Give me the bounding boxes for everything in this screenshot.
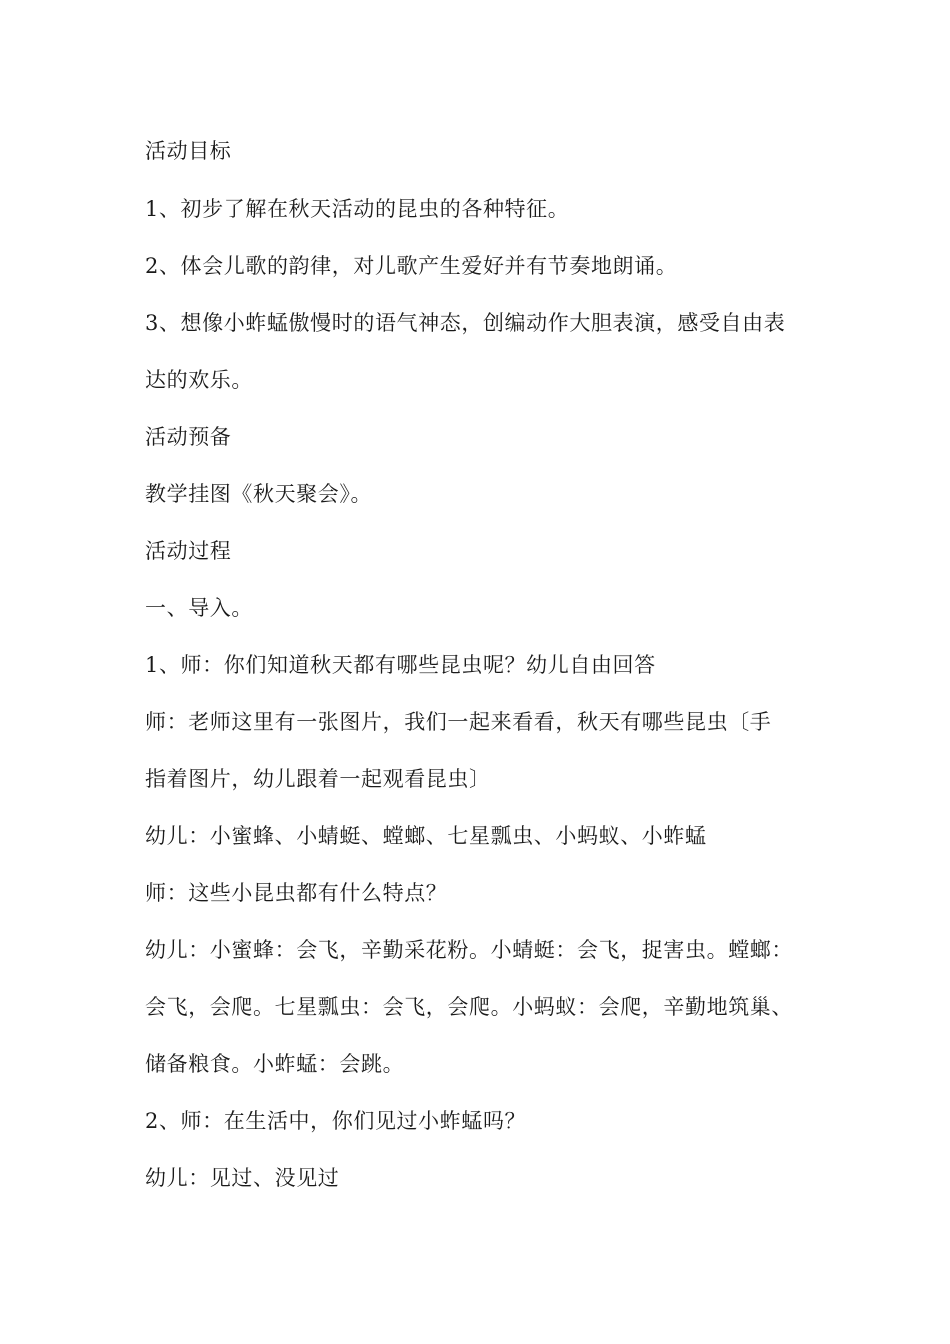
paragraph-line: 2、师：在生活中，你们见过小蚱蜢吗？ [145,1109,527,1133]
heading-activity-process: 活动过程 [145,539,232,563]
paragraph-line: 指着图片，幼儿跟着一起观看昆虫〕 [145,767,491,791]
goal-item-1: 1、初步了解在秋天活动的昆虫的各种特征。 [145,197,570,221]
paragraph-line: 师：这些小昆虫都有什么特点？ [145,881,448,905]
goal-item-3-continued: 达的欢乐。 [145,368,253,392]
goal-item-3: 3、想像小蚱蜢傲慢时的语气神态，创编动作大胆表演，感受自由表 [145,311,786,335]
paragraph-line: 储备粮食。小蚱蜢：会跳。 [145,1052,405,1076]
paragraph-line: 幼儿：小蜜蜂、小蜻蜓、螳螂、七星瓢虫、小蚂蚁、小蚱蜢 [145,824,707,848]
paragraph-line: 会飞，会爬。七星瓢虫：会飞，会爬。小蚂蚁：会爬，辛勤地筑巢、 [145,995,793,1019]
paragraph-line: 幼儿：小蜜蜂：会飞，辛勤采花粉。小蜻蜓：会飞，捉害虫。螳螂： [145,938,793,962]
heading-activity-preparation: 活动预备 [145,425,232,449]
section-introduction: 一、导入。 [145,596,253,620]
paragraph-line: 师：老师这里有一张图片，我们一起来看看，秋天有哪些昆虫〔手 [145,710,772,734]
goal-item-2: 2、体会儿歌的韵律，对儿歌产生爱好并有节奏地朗诵。 [145,254,678,278]
paragraph-line: 1、师：你们知道秋天都有哪些昆虫呢？幼儿自由回答 [145,653,656,677]
preparation-text: 教学挂图《秋天聚会》。 [145,482,373,506]
heading-activity-goals: 活动目标 [145,139,232,163]
paragraph-line: 幼儿：见过、没见过 [145,1166,340,1190]
